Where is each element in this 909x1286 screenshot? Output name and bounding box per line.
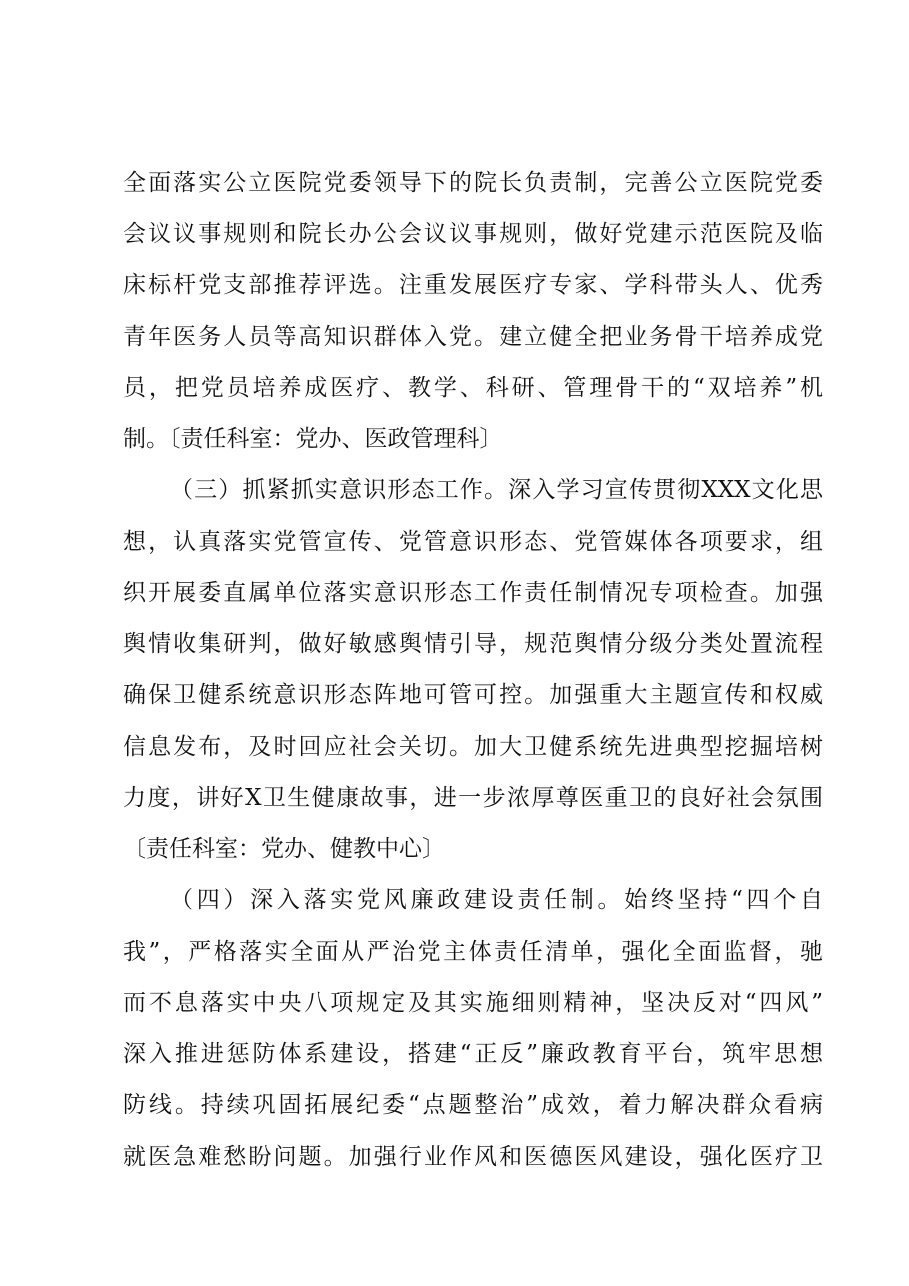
section-heading-line: （三）抓紧抓实意识形态工作。深入学习宣传贯彻XXX文化思 bbox=[170, 477, 823, 503]
text-line: 舆情收集研判，做好敏感舆情引导，规范舆情分级分类处置流程 bbox=[123, 631, 823, 657]
text-line: 青年医务人员等高知识群体入党。建立健全把业务骨干培养成党 bbox=[123, 324, 823, 350]
text-line: 信息发布，及时回应社会关切。加大卫健系统先进典型挖掘培树 bbox=[123, 734, 823, 760]
text-line: 会议议事规则和院长办公会议议事规则，做好党建示范医院及临 bbox=[123, 221, 823, 247]
text-line: 力度，讲好X卫生健康故事，进一步浓厚尊医重卫的良好社会氛围 bbox=[123, 785, 823, 811]
text-line: 防线。持续巩固拓展纪委“点题整治”成效，着力解决群众看病 bbox=[123, 1092, 823, 1118]
text-line: 想，认真落实党管宣传、党管意识形态、党管媒体各项要求，组 bbox=[123, 529, 823, 555]
text-line: 深入推进惩防体系建设，搭建“正反”廉政教育平台，筑牢思想 bbox=[123, 1041, 823, 1067]
text-line: 床标杆党支部推荐评选。注重发展医疗专家、学科带头人、优秀 bbox=[123, 272, 823, 298]
text-line: 而不息落实中央八项规定及其实施细则精神，坚决反对“四风” bbox=[123, 990, 823, 1016]
text-line: 我”，严格落实全面从严治党主体责任清单，强化全面监督，驰 bbox=[123, 939, 823, 965]
text-line: 〔责任科室：党办、健教中心〕 bbox=[123, 836, 445, 862]
text-line: 员，把党员培养成医疗、教学、科研、管理骨干的“双培养”机 bbox=[123, 375, 823, 401]
text-line: 确保卫健系统意识形态阵地可管可控。加强重大主题宣传和权威 bbox=[123, 682, 823, 708]
text-line: 就医急难愁盼问题。加强行业作风和医德医风建设，强化医疗卫 bbox=[123, 1144, 823, 1170]
text-line: 织开展委直属单位落实意识形态工作责任制情况专项检查。加强 bbox=[123, 580, 823, 606]
text-line: 全面落实公立医院党委领导下的院长负责制，完善公立医院党委 bbox=[123, 170, 823, 196]
text-line: 制。〔责任科室：党办、医政管理科〕 bbox=[123, 426, 503, 452]
section-heading-line: （四）深入落实党风廉政建设责任制。始终坚持“四个自 bbox=[170, 887, 823, 913]
